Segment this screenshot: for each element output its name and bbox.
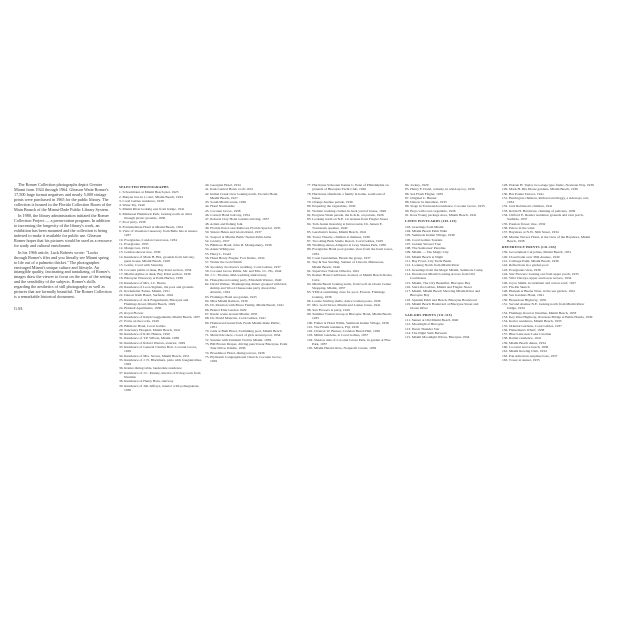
list-item: 79. Orange Avenue parade, 1936 (307, 200, 353, 205)
list-item: 135. Passion flower vine, 1932 (502, 221, 546, 226)
list-item: 30. Residence of R.M. Haines, 1950 (119, 332, 170, 337)
list-item: 55. Harry L. Dodd (205, 251, 231, 256)
list-item: 115. Miami Moonlight Waves, Biscayne 1934 (405, 335, 470, 340)
list-item: 87. Original C. Hunter (405, 195, 437, 200)
list-item: 140. Cloud bank over 36th Avenue, 1940 (502, 254, 560, 259)
list-item: 87. Two-Ring Bark Studio Resort, Coral Gables, 1929 (307, 238, 383, 243)
list-item: 16. Coconut palms at dusk, Bay Point section, 1934 (119, 267, 192, 272)
list-item: 7. Pool party, 1938 (119, 220, 146, 225)
list-item: 163. Tower at sunset, 1935 (502, 357, 540, 362)
list-item: 28. Biltmore Hotel, Coral Gables (119, 323, 166, 328)
list-item: 106. Coral Gables Tourists (405, 237, 443, 242)
list-item: 50. Sisters Helen and Gloria Rand, 1937 (205, 230, 262, 235)
list-item: 144. Star Flowers: looking out from upper porch, 1935 (502, 271, 579, 276)
signature-initials: G.M. (14, 305, 23, 311)
list-item: 54. Annie Wildgoose (205, 247, 235, 252)
list-item: 94. Miami Beach looking north, from Golf on Ocean Center Shopping, Miami, 1937 (307, 281, 392, 291)
list-item: 156. Fisherman's Wharf, 1938 (502, 327, 545, 332)
list-item: 63. Flamingo Hotel sea garden, 1925 (205, 294, 257, 299)
section-heading: LINEN POSTCARDS (103-115) (405, 219, 457, 224)
list-item: 117. Miami, Miami Beach Showing Miami River and Biscayne Bay (405, 289, 481, 298)
list-item: 99. Summer Tourist Group at Biscayne Hotel, Miami Beach, 1935 (307, 311, 392, 321)
list-item: 97. Mrs. Gold Street, Miami and Louise Jones, 1941 (307, 303, 381, 308)
list-item: 86. Sea Flash Flagler, 1935 (405, 191, 444, 196)
list-item: 109. Miami — The Magic City (405, 250, 449, 255)
list-item: 62. David Walker, Thanksgiving dinner grouped with bird, shrimp and Wood Cheesecake party aboard the Atlantic, 1934 (205, 281, 288, 295)
list-item: 116. Sun Life-Gables, Miami and Flagler Street (405, 284, 472, 289)
photo-list-column-4 (405, 183, 487, 623)
list-item: 107. Golden Shower Tree (405, 241, 441, 246)
list-item: 78. Hurricane aftermath, a family in home, south end of house (307, 191, 386, 200)
list-item: 110. Miami Beach at Night (405, 254, 444, 259)
list-item: 152. Flamingo Road at Nautilus, Miami Beach, 1933 (502, 310, 577, 315)
list-item: 24. Brickell Apartments, 1936 (119, 306, 162, 311)
list-item: 80. Preparing the vegetables, 1930 (307, 204, 356, 209)
list-item: 96. Louise Sterling shells, dance women posts, 1936 (307, 299, 381, 304)
list-item: 148. Hialeah at Buena Vista, in the sea garden, 1941 (502, 289, 576, 294)
list-item: 98. Sun Flowers at party, 1929 (307, 307, 350, 312)
photo-list-column-3 (307, 183, 393, 623)
list-item: 153. Key West Highway, Overseas Bridge at Bahia Honda, 1939 (502, 314, 593, 319)
list-item: 157. Blue Lake near Lake Caroline (502, 332, 552, 337)
list-item: 77. Hurricane Schooner Kenne C. Pene of Philadelphia on grounds of Biscayne Yacht Club, 1926 (307, 183, 389, 192)
list-item: 59. Coconut Grove Palms, Mr. and Mrs. J.C. Ho, 1944 (205, 268, 282, 273)
list-item: 85. Henry F. Dodd, comedy, in wind-up toy, 1936 (405, 187, 475, 192)
list-item: 5. Miami River looking east from bridge, 1941 (119, 207, 185, 212)
list-item: 88. Dancer in marathon, 1935 (405, 200, 447, 205)
list-item: 18. Biscayne Waterway at Palm Harbor, 1938 (119, 276, 183, 281)
list-item: 69. Homeward bound fish, Fresh Miami-Dade Public, 1951 (205, 320, 281, 329)
list-item: 155. Oriental Gardens, Coral Gables, 1937 (502, 323, 562, 328)
list-item: 118. Spanish Palm and Beach, Biscayne Boulevard (405, 297, 477, 302)
list-item: 102. Chancer W. Barnes, Crandon Beach Hall, 1936 (307, 329, 380, 334)
list-item: 143. Everglades view, 1939 (502, 267, 541, 272)
list-item: 39. Residence of Jim Jeffreys, interior with pomegranate, 1936 (119, 383, 200, 392)
list-item: 100. Father at Hotel Willis, Seminole Indian Village, 1938 (307, 320, 389, 325)
intro-paragraph: In his 1966 article, Luck Roberts wrote: "Looks through Romer's files and you literally see Miami spring to life out of a palmetto thicket." The photographer envisaged Miami's unique culture and lifestyle. An intangible quality, fascinating and tantalizing, of Romer's images draw the viewer to focus on the tone of the setting and the sensibility of the subjects. Romer's skills regarding the aesthetics of still photography as well as pictures that are formally beautiful. The Romer Collection is a remarkable historical document. (14, 249, 112, 299)
photo-list-column-2 (205, 183, 288, 623)
list-item: 138. Marine Terrace Hotel, at the view of the Bayshore, Miami Beach, 1938 (502, 234, 591, 243)
list-item: 84. Tom Jeanie motoring at Intracoastal, Dr. Jensen E. Townsend, speaker, 1940 (307, 221, 383, 230)
list-item: 149. Sea Gardens Hotel, 1941 (502, 293, 544, 298)
list-item: 133. Robin H. Hardware, chaining of pelicans, 1939 (502, 208, 576, 213)
list-item: 29. Sanctuary Hospital, Miami Beach, 1941 (119, 327, 181, 332)
list-item: 52. Gravity, 1937 (205, 238, 230, 243)
list-item: 82. Progress Week parade, the K.K.K. on parade, 1926 (307, 213, 384, 218)
list-item: 37. Residence of J.C. Penney, interior of living room from Nautilus (119, 370, 201, 380)
list-item: 90. Boys with roots vegetable, 1936 (405, 208, 456, 213)
list-item: 137. Bayshore at N.W. 36th Street, 1934 (502, 230, 559, 235)
list-item: 88. Wedding-dance-Alligator at Grey Shades Park, 1930 (307, 243, 386, 248)
list-item: 20. Residence of Leon Sigman, tile pool and grounds (119, 284, 194, 289)
list-item: 15. Golfer, Coral with Saturday (119, 263, 164, 268)
list-item: 8. Fontainebleau Hotel at Miami Beach, 1954 (119, 224, 183, 229)
list-item: 9. View of Venetian Causeway from Belle Isle at sunset, 1937 (119, 228, 198, 238)
list-item: 83. Looking north on N.E. 1st Avenue from Flagler Street (307, 217, 388, 222)
intro-paragraph: In 1980, the library administration initiated the Romer Collection Project — a preservation program. In addition to increasing the longevity of the library's work, an exhibition has been mounted and the collection is being indexed to make it available for public use. Gleason Romer hopes that his pictures would be used as a resource for study and cultural enrichment. (14, 213, 112, 248)
list-item: 60. J. C. Thomas, Mid-wedding anniversary (205, 273, 267, 278)
list-item: 57. Walter the Gold Smith (205, 260, 242, 265)
list-item: 128. Warren H. Taylor two-stage type frame, Nouveau Way, 1939 (502, 183, 594, 187)
list-item: 142. Reflections in a garden pool (502, 263, 549, 268)
list-item: 134. Clifford E. Reeder residence grounds and vent porch, Surfside, 1937 (502, 213, 584, 222)
list-item: 27. Ferns on the rocks, 1949 (119, 319, 159, 324)
list-item: 56. Hotel Henry Flagler, Fort Dallas, 1934 (205, 256, 265, 261)
list-item: 65. Dr. Moulton with Bruce Family, Miami Beach, 1941 (205, 303, 284, 308)
list-item: 11. Everglades, 1935 (119, 241, 149, 246)
list-item: 13. Golden shower tree, 1939 (119, 250, 161, 255)
list-item: 86. Tower Theatre, children at matinee, 1936 (307, 234, 370, 239)
list-item: 104. Miami Beach Palm Walk (405, 228, 448, 233)
list-item: 17. Miami skyline at dusk, Bay Point section, 1936 (119, 271, 191, 276)
list-item: 44. Hotel Normandie (205, 204, 235, 209)
list-item: 84. Jockey, 1929 (405, 183, 429, 187)
list-item: 136. Petros in the wind (502, 225, 535, 230)
list-item: 95. YMCA swimming class for pool, Everest, Flamingo looking, 1936 (307, 290, 386, 299)
list-item: 112. Moonlight at Biscayne (405, 322, 444, 327)
column-heading: SELECTED PHOTOGRAPHS (119, 185, 169, 189)
list-item: 161. Miami Rowing Club, 1934 (502, 349, 547, 354)
list-item: 146. Joyce Smith, in swimsuit and cotton scarf, 1927 (502, 280, 577, 285)
list-item: 47. Roberts Clay Hotel tourists arriving, 1937 (205, 217, 270, 222)
list-item: 42. Indian Creek view looking north, Tacoma Hotel, Miami Beach, 1927 (205, 191, 279, 200)
list-item: 105. Seminole Indian Village, 1936 (405, 233, 455, 238)
list-item: 141. Cabbage Palm, Miami Beach, 1936 (502, 259, 559, 264)
list-item: 129. Mark H. Dix Drone gardens, Miami Beach, 1936 (502, 187, 578, 192)
list-item: 119. Miami Beach Boulevard at Biscayne Street and Ocean Drive (405, 302, 479, 311)
list-item: 33. Residence of General Charles Barr, Coconut Grove, 1929 (119, 344, 198, 354)
list-item: 43. South Miami scene, 1936 (205, 200, 247, 205)
list-item: 89. Everglades Hotel pool garden, view from the hotel tower, 1934 (307, 247, 393, 256)
list-item: 103. Greetings from Miami (405, 224, 444, 229)
list-item: 53. Biltmore Hotel, John D. Montgomery, 1936 (205, 243, 272, 248)
list-item: 103. Mimic Gardens, at Coral Gables, 1937 (307, 333, 369, 338)
section-heading: REFERENCE PRINTS (141-165) (502, 245, 557, 250)
list-item: 34. Residence of Mrs. Stoves, Miami Beach, 1951 (119, 353, 190, 358)
list-item: 132. Jack Robinson's children, 1941 (502, 204, 553, 209)
list-item: 90. Coast Guardsmen, Heads the group, 1937 (307, 256, 371, 261)
list-item: 105. Miami Herald drive, Nonprofit Center, 1939 (307, 346, 377, 351)
list-item: 45. Coconut Grove, 1938 (205, 208, 241, 213)
list-item: 26. Residence of Ralph Guggenheim, Miami Beach, 1937 (119, 314, 201, 319)
list-item: 4. Water lily, 1940 (119, 203, 145, 208)
list-item: 74. Broadmoor Hotel, dining terrace, 1936 (205, 350, 265, 355)
list-item: 145. Villa Vizcaya, upper and lower terrace, 1934 (502, 276, 572, 281)
list-item: 139. Government Cut jetties, Miami Beach, 1931 (502, 250, 572, 255)
list-item: 113. Dawn Thunder Star (405, 326, 440, 331)
list-item: 111. Bay Front, City Yacht Basin (405, 259, 452, 264)
introduction-text (14, 183, 112, 314)
list-item: 112. Looking North from Miami River (405, 263, 460, 268)
photo-list-column-5 (502, 183, 594, 623)
section-heading: SAILORS PRINTS (111-115) (405, 312, 452, 317)
list-item: 159. Miami Beach dunes, 1934 (502, 340, 546, 345)
list-item: 36. Romer dining table, lauderdale residence (119, 366, 182, 371)
list-item: 91. Ross Young package store, Miami Beach, 1941 (405, 213, 477, 218)
list-item: 10. Everglades, Condon Canal area, 1934 (119, 237, 178, 242)
list-item: 21. Rockefeller Estate, Miami, 1951 (119, 289, 170, 294)
list-item: 151. Second Avenue N.E. looking north from Miami River bridge, 1934 (502, 302, 585, 311)
list-item: 51. Seaport at Miami, Baltic Nedan Palm Arms (205, 234, 272, 239)
list-item: 101. The Fineth residence, Fiji, 1930 (307, 324, 359, 329)
list-item: 6. Matheson Hammock Park, looking north on drive through picnic grounds, 1936 (119, 211, 193, 221)
list-item: 68. Dr. David Mazzola, Coral Gables, 1941 (205, 316, 266, 321)
list-item: 91. Sky & Sea Sterling, Sansun of Lincoln, Minnesota, Miami Beach, 1946 (307, 260, 384, 269)
list-item: 75. Plymouth Congregational Church, Coconut Grove, 1929 (205, 354, 282, 364)
list-item: 93. Romer Hotel Caribbean, docked, at Miami Beach Docks, Cuba (307, 273, 393, 282)
list-item: 61. Honeymoon boating party, Elizabeth Warner, 1940 (205, 277, 282, 282)
list-item: 70. Girls at Bath Hotel, Swimming pool, Miami Beach (205, 329, 282, 334)
list-item: 23. Residence of Jack Faigenbaum, Biscayne and Flamingo Road, Miami Beach, 1929 (119, 297, 189, 307)
intro-paragraph: The Romer Collection photographs depict Greater Miami from 1924 through 1964. Gleason Waite Romer's 17,500 large format negatives and nearly 5,000 vintage prints were purchased in 1965 for the public library. The collection is housed in the Florida Collection Room of the Main Branch of the Miami-Dade Public Library System. (14, 182, 112, 212)
list-item: 14. Residence of Mark H. Hix, grounds from balcony, guest house, Miami Beach, 1928 (119, 254, 195, 264)
photo-list-column-1 (119, 183, 202, 623)
list-item: 160. Coconut Grove beach, 1936 (502, 344, 549, 349)
list-item: 40. Georgian Hotel, 1934 (205, 183, 241, 187)
list-item: 147. Fin-Du Sketch (502, 284, 530, 289)
list-item: 71. Metal tide show, crowd of girls around pool, 1934 (205, 333, 281, 338)
list-item: 41. Park Central Hotel, roofs 1931 (205, 187, 254, 192)
list-item: 131. Harrington children, Richard and Peggy, a sideways cart, 1934 (502, 195, 589, 205)
list-item: 158. Romer residence, 1941 (502, 336, 542, 341)
list-item: 46. Cornell Hotel balcony, 1954 (205, 213, 250, 218)
list-item: 104. Shadow side of Coconut Grove Park, in garden at Fine Park, 1937 (307, 337, 391, 346)
list-item: 111. Sunset at Old Miami Beach 1940 (405, 317, 459, 322)
list-item: 58. Spodaley Jacobson's wedding, Coral Gables, 1937 (205, 264, 281, 269)
list-item: 35. Residence of J. N. Blackburn, patio with bougainvillea, 1929 (119, 357, 202, 367)
list-item: 92. Supervisor Nelson Oliveira, 1941 (307, 268, 360, 273)
list-item: 162. Pan American seaplane base, 1937 (502, 353, 558, 358)
list-item: 66. Bristol Elite Garden 1929 (205, 307, 247, 312)
list-item: 12. Mangroves, 1934 (119, 246, 149, 251)
list-item: 81. Woman washing clothes in back yard of house, 1926 (307, 208, 387, 213)
list-item: 115. Miami, The City Beautiful, Biscayne Bay (405, 280, 471, 285)
list-item: 25. Royal Flower (119, 310, 144, 315)
list-item: 108. The Seahorses' Paradise (405, 246, 446, 251)
list-item: 89. Stage in Tonawanda residence, Coconut Grove, 1935 (405, 204, 485, 209)
list-item: 3. Coral Gables residence, 1938 (119, 198, 164, 203)
list-item: 38. Residence of Henry Barn, stairway (119, 379, 174, 384)
list-item: 154. Kotler residence, Miami Beach, 1935 (502, 319, 562, 324)
list-item: 49. Florida Pan-Coast Railroad, Florida Special, 1935 (205, 225, 281, 230)
list-item: 19. Residence of Mrs. J.C. Horne (119, 280, 166, 285)
list-item: 114. The Night Sails Between (405, 330, 447, 335)
list-item: 2. Banyan tree in a court, Miami Beach, 1934 (119, 194, 183, 199)
list-item: 114. Downtown Miami Looking Across from Old Courthouse (405, 271, 475, 281)
list-item: 130. Bar Pointe Terrace, 1941 (502, 191, 544, 196)
list-item: 22. Dancer Ruth Hazel, Surfside, 1942 (119, 293, 174, 298)
list-item: 72. Sunrise with Tamiami Trail in Miami, 1939 (205, 337, 272, 342)
list-item: 1. Schoolmates at Miami Beach pier, 1925 (119, 190, 179, 195)
list-item: 31. Residence of T.P. Wilson, Miami, 1938 (119, 336, 180, 341)
list-item: 85. Gershwin's house, Miami Beach, 1941 (307, 230, 367, 235)
list-item: 48. Artists and fishing folk (205, 221, 243, 226)
list-item: 73. Bill Brown Draper, driving pencil near Biscayne, Point Tour Drive, Kindle, 1936 (205, 341, 288, 351)
list-item: 32. Residence of Robert Warren, exterior, 1929 (119, 340, 186, 345)
list-item: 150. Houseboat Highway, 1935 (502, 297, 547, 302)
list-item: 113. Greetings from the Magic Miami, Seminole Camp (405, 267, 483, 272)
list-item: 67. Rustic scene around Miami, 1935 (205, 311, 258, 316)
list-item: 64. Miss Miami Ralston, 1930 (205, 299, 248, 304)
